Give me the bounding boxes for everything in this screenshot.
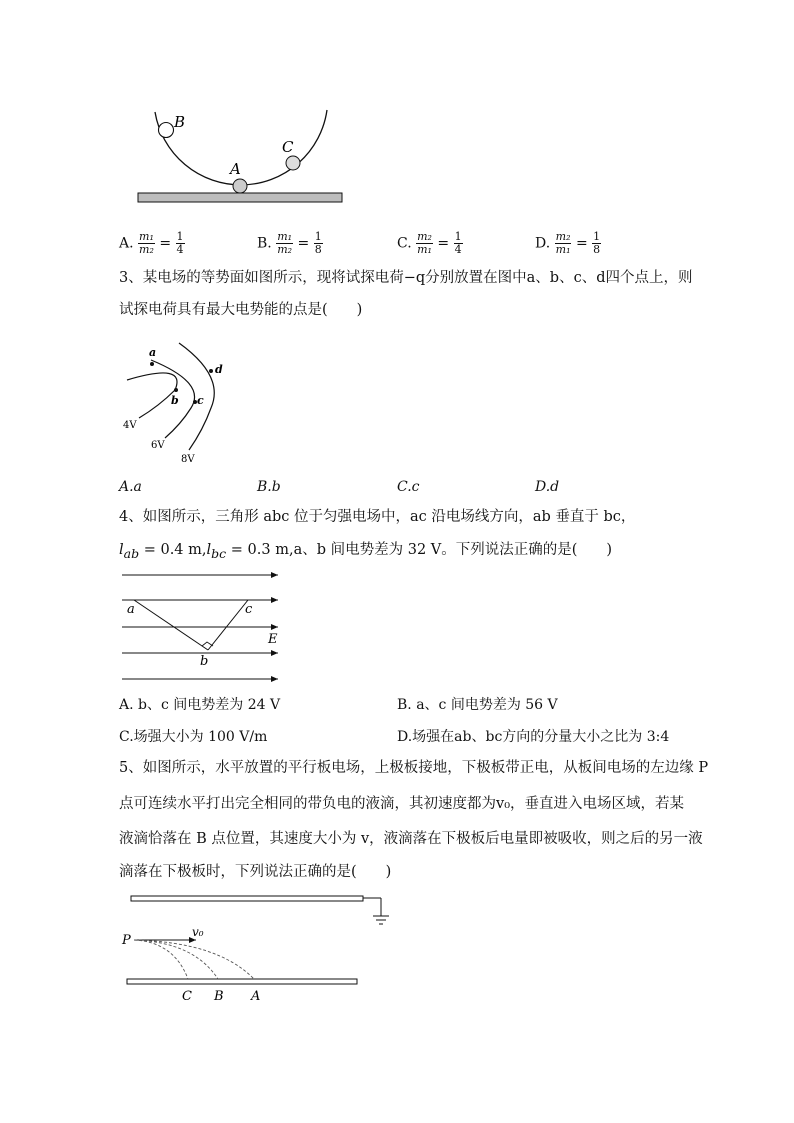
q3-option-a[interactable]: A.a [119,479,142,495]
label-point-c: c [197,394,204,407]
label-p: P [122,933,131,948]
side-ab [134,600,208,650]
upper-plate [131,896,363,901]
label-point-b-plate: B [214,989,224,1004]
ball-b [159,123,174,138]
equipotential-4v [127,373,177,418]
right-angle-mark [202,642,213,646]
label-b: B [174,113,186,131]
lower-plate [127,979,357,984]
q2-option-b[interactable]: B. $\frac{\text{m₁}}{\text{m₂}}$ = $\frac{1}{8}$ [257,230,322,256]
trajectory-a [134,940,254,979]
q4-stem-line2: $l_{ab} = 0.4$ $m,l_{bc} = 0.3$ m,a、b 间电势差为 32 V。下列说法正确的是( ) [119,542,613,561]
q3-stem-line2: 试探电荷具有最大电势能的点是( ) [119,302,363,318]
point-d [209,369,213,373]
q5-stem-line2: 点可连续水平打出完全相同的带负电的液滴，其初速度都为v₀，垂直进入电场区域，若某 [119,796,685,812]
label-tri-a: a [127,602,135,617]
label-v0: v₀ [192,925,204,939]
label-a: A [230,160,241,178]
side-bc [208,600,248,650]
q3-stem-line1: 3、某电场的等势面如图所示，现将试探电荷−q分别放置在图中a、b、c、d四个点上，则 [119,270,693,286]
label-tri-b: b [200,654,209,669]
q5-stem-line4: 滴落在下极板时，下列说法正确的是( ) [119,864,392,880]
label-c: C [282,138,294,156]
ball-c [286,156,300,170]
label-point-d: d [215,363,223,376]
ball-a [233,179,247,193]
q5-stem-line3: 液滴恰落在 B 点位置，其速度大小为 v，液滴落在下极板后电量即被吸收，则之后的另一液 [119,831,703,847]
q4-option-a[interactable]: A. b、c 间电势差为 24 V [119,697,281,713]
q5-stem-line1: 5、如图所示，水平放置的平行板电场，上极板接地，下极板带正电，从板间电场的左边缘 P [119,760,709,776]
ground-plate [138,193,342,202]
q3-option-d[interactable]: D.d [535,479,560,495]
q2-option-a[interactable]: A. $\frac{\text{m₁}}{\text{m₂}}$ = $\frac{1}{4}$ [119,230,184,256]
q4-option-c[interactable]: C.场强大小为 100 V/m [119,729,268,745]
label-point-b: b [171,394,179,407]
point-a [150,362,154,366]
label-4v: 4V [123,420,137,431]
q3-option-b[interactable]: B.b [257,479,281,495]
trajectory-c [134,940,188,979]
figure-triangle-field [118,565,288,685]
label-field-e: E [268,632,278,647]
trajectory-b [134,940,218,979]
q4-option-d[interactable]: D.场强在ab、bc方向的分量大小之比为 3:4 [397,729,670,745]
q4-option-b[interactable]: B. a、c 间电势差为 56 V [397,697,558,713]
q2-option-c[interactable]: C. $\frac{\text{m₂}}{\text{m₁}}$ = $\frac{1}{4}$ [397,230,462,256]
q3-option-c[interactable]: C.c [397,479,420,495]
label-point-c-plate: C [182,989,192,1004]
figure-parallel-plates [118,890,398,1005]
label-8v: 8V [181,454,195,465]
q2-option-d[interactable]: D. $\frac{\text{m₂}}{\text{m₁}}$ = $\frac{1}{8}$ [535,230,601,256]
figure-bowl [130,100,350,210]
point-b [174,388,178,392]
label-tri-c: c [245,602,253,617]
figure-equipotential [115,338,245,468]
label-point-a-plate: A [251,989,261,1004]
label-6v: 6V [151,440,165,451]
q4-stem-line1: 4、如图所示，三角形 abc 位于匀强电场中，ac 沿电场线方向，ab 垂直于 bc， [119,509,636,525]
label-point-a: a [149,346,157,359]
